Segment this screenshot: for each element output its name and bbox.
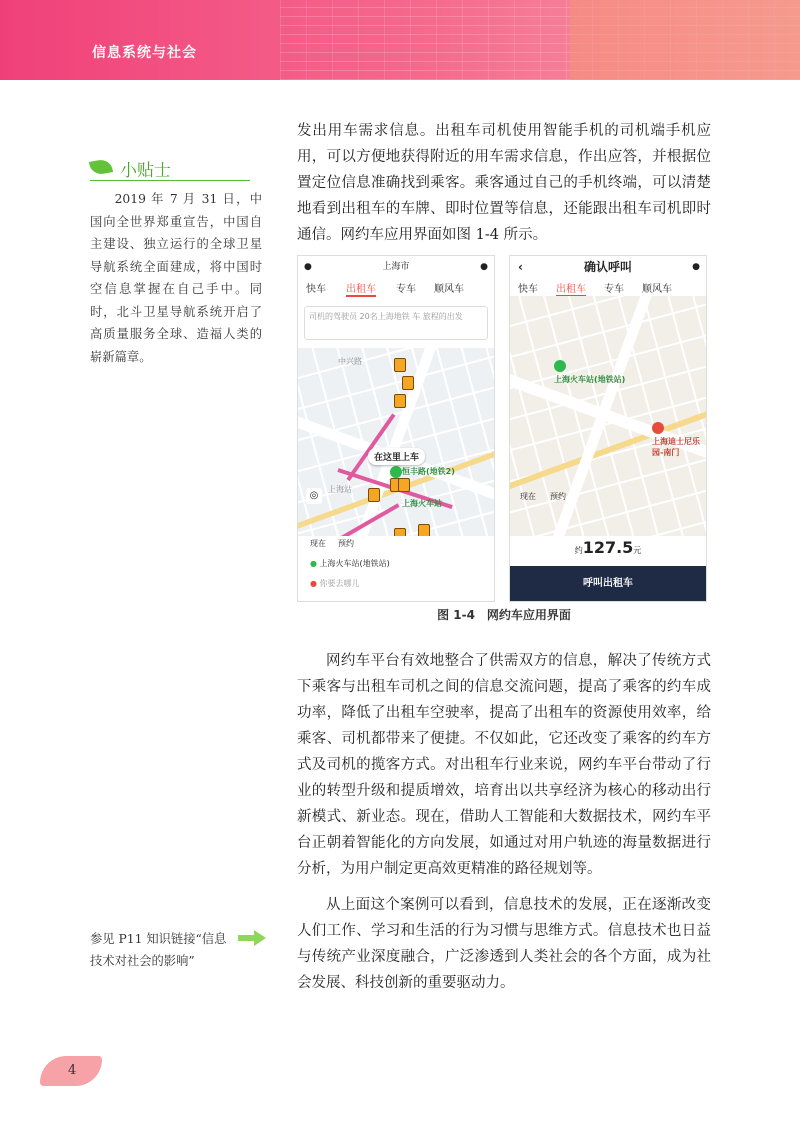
tab-taxi[interactable]: 出租车 (556, 280, 586, 297)
map-label: 上海迪士尼乐园-南门 (652, 437, 700, 457)
tab-now[interactable]: 现在 (310, 539, 326, 548)
confirm-title: 确认呼叫 (583, 260, 632, 274)
tab-reserve[interactable]: 预约 (338, 539, 354, 548)
fare-estimate: 约127.5元 (574, 538, 642, 557)
origin-field[interactable]: ● 上海火车站(地铁站) (310, 559, 390, 568)
pickup-callout[interactable]: 在这里上车 (368, 448, 425, 465)
call-taxi-button[interactable]: 呼叫出租车 (510, 566, 706, 601)
back-icon[interactable]: ‹ (518, 260, 523, 274)
tip-body: 2019 年 7 月 31 日，中国向全世界郑重宣告，中国自主建设、独立运行的全球卫星导航系统全面建成，将中国时空信息掌握在自己手中。同时，北斗卫星导航系统开启了高质量服务全球、造福人类的崭新篇章。 (90, 192, 262, 364)
taxi-icon (394, 394, 406, 408)
map-label: 上海站 (328, 485, 352, 494)
pickup-pin-icon (390, 466, 402, 478)
locate-icon[interactable]: ◎ (306, 488, 322, 504)
tip-title: 小贴士 (120, 161, 171, 181)
body-paragraph-3: 从上面这个案例可以看到，信息技术的发展，正在逐渐改变人们工作、学习和生活的行为习惯与思维方式。信息技术也日益与传统产业深度融合，广泛渗透到人类社会的各个方面，成为社会发展、科技创新的重要驱动力。 (297, 897, 711, 991)
tab-zhuanche[interactable]: 专车 (604, 284, 624, 295)
destination-dot-icon: ● (310, 579, 320, 588)
figure-caption: 图 1-4 网约车应用界面 (437, 608, 571, 622)
phone2-top-bar (510, 256, 706, 278)
phone1-tabs (298, 280, 494, 298)
notice-box[interactable]: 司机的驾驶员 20名上海地铁 车 旅程的出发 (304, 306, 488, 340)
taxi-icon (402, 376, 414, 390)
map-label: 恒丰路(地铁2) (402, 467, 455, 476)
tip-heading (90, 156, 250, 182)
body-paragraph-1: 发出用车需求信息。出租车司机使用智能手机的司机端手机应用，可以方便地获得附近的用车需求信息，作出应答，并根据位置定位信息准确找到乘客。乘客通过自己的手机终端，可以清楚地看到出租车的车牌、即时位置等信息，还能跟出租车司机即时通信。网约车应用界面如图 1-4 所示。 (297, 123, 711, 243)
leaf-icon (89, 158, 113, 176)
tab-shunfengche[interactable]: 顺风车 (642, 284, 672, 295)
message-icon[interactable]: ● (480, 262, 488, 272)
taxi-icon (394, 358, 406, 372)
phone-screen-2 (509, 255, 707, 602)
destination-field[interactable]: ● 你要去哪儿 (310, 579, 360, 588)
figure-1-4 (297, 255, 711, 600)
origin-pin-icon (554, 360, 566, 372)
phone-screen-1 (297, 255, 495, 602)
city-label[interactable]: 上海市 (382, 262, 410, 272)
map-label: 中兴路 (338, 357, 362, 366)
tab-shunfengche[interactable]: 顺风车 (434, 284, 464, 295)
phone1-top-bar (298, 256, 494, 278)
destination-pin-icon (652, 422, 664, 434)
header-block (570, 0, 800, 80)
cross-reference-note: 参见 P11 知识链接“信息技术对社会的影响” (90, 932, 227, 968)
message-icon[interactable]: ● (692, 262, 700, 272)
tab-zhuanche[interactable]: 专车 (396, 284, 416, 295)
page-header (0, 0, 800, 80)
tab-reserve[interactable]: 预约 (550, 492, 566, 501)
origin-dot-icon: ● (310, 559, 320, 568)
taxi-icon (368, 488, 380, 502)
map-view-1[interactable] (298, 348, 494, 568)
map-view-2[interactable] (510, 296, 706, 536)
tab-kuaiche[interactable]: 快车 (518, 284, 538, 295)
tip-divider (90, 180, 250, 181)
chapter-title: 信息系统与社会 (92, 45, 197, 61)
page-number: 4 (68, 1063, 77, 1078)
tab-now[interactable]: 现在 (520, 492, 536, 501)
map-label: 上海火车站(地铁站) (554, 375, 626, 384)
body-paragraph-2: 网约车平台有效地整合了供需双方的信息，解决了传统方式下乘客与出租车司机之间的信息交流问题，提高了乘客的约车成功率，降低了出租车空驶率，提高了出租车的资源使用效率，给乘客、司机都带来了便捷。不仅如此，它还改变了乘客的约车方式及司机的揽客方式。对出租车行业来说，网约车平台带动了行业的转型升级和提质增效，培育出以共享经济为核心的移动出行新模式、新业态。现在，借助人工智能和大数据技术，网约车平台正朝着智能化的方向发展，如通过对用户轨迹的海量数据进行分析，为用户制定更高效更精准的路径规划等。 (297, 653, 711, 877)
arrow-right-icon (238, 930, 266, 946)
phone1-bottom-panel (298, 536, 494, 601)
user-icon[interactable]: ● (304, 262, 312, 272)
map-label: 上海火车站 (402, 499, 442, 508)
tab-taxi[interactable]: 出租车 (346, 280, 376, 297)
taxi-icon (398, 478, 410, 492)
tab-kuaiche[interactable]: 快车 (306, 284, 326, 295)
